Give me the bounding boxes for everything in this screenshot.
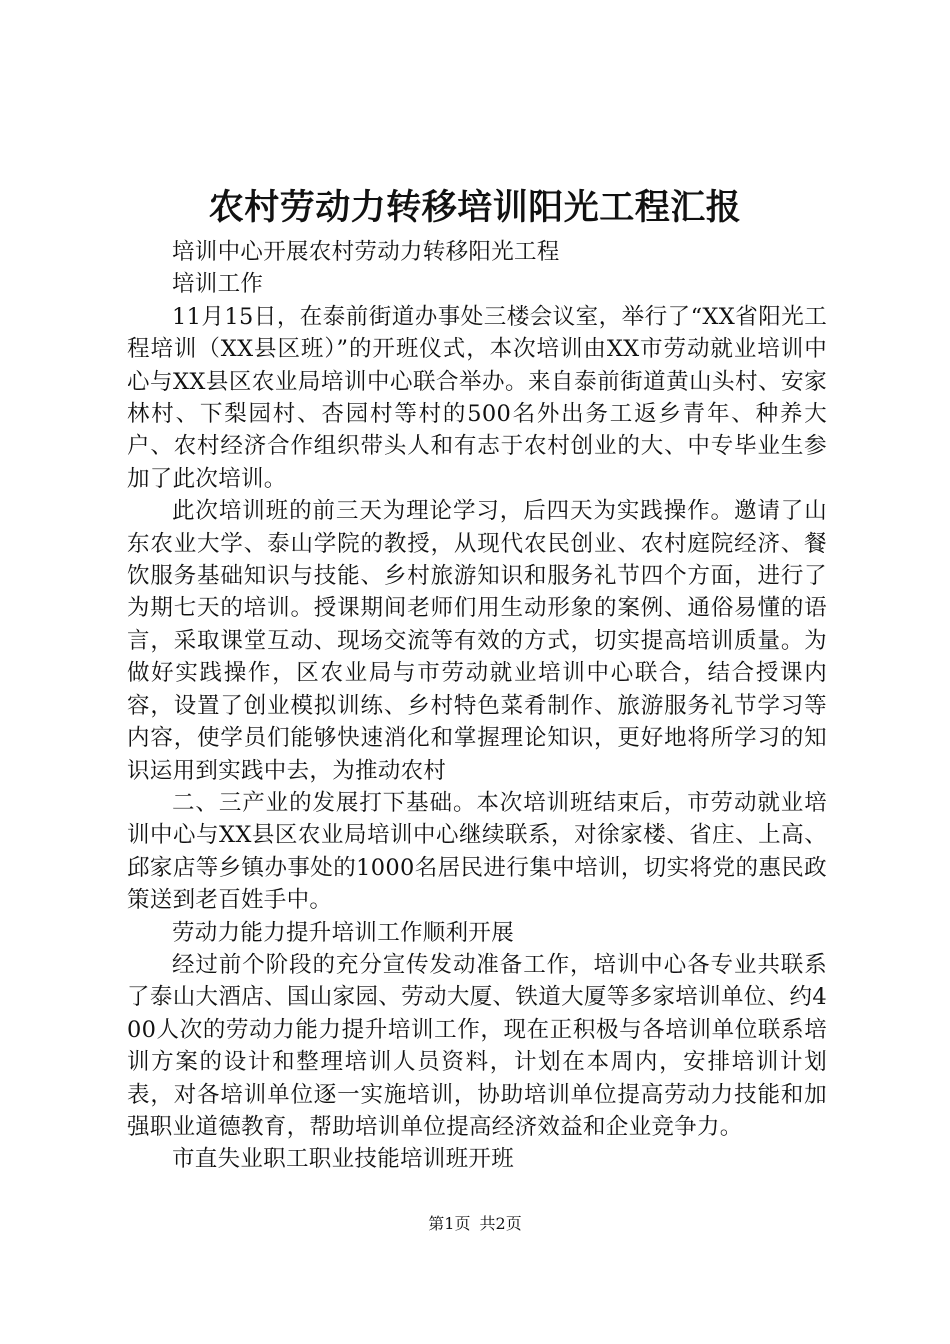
paragraph-opening-ceremony: 11月15日，在泰前街道办事处三楼会议室，举行了“XX省阳光工程培训（XX县区班）”的开班仪式，本次培训由XX市劳动就业培训中心与XX县区农业局培训中心联合举办。来自泰前街道黄山头村、安家林村、下梨园村、杏园村等村的500名外出务工返乡青年、种养大户、农村经济合作组织带头人和有志于农村创业的大、中专毕业生参加了此次培训。	[127, 303, 827, 492]
paragraph-heading-3: 市直失业职工职业技能培训班开班	[172, 1146, 515, 1173]
paragraph-heading-1: 培训中心开展农村劳动力转移阳光工程	[172, 239, 560, 265]
document-title: 农村劳动力转移培训阳光工程汇报	[208, 187, 742, 228]
total-pages: 共2页	[479, 1214, 522, 1233]
document-body	[127, 236, 827, 1176]
page-footer	[0, 1212, 950, 1236]
paragraph-training-content: 此次培训班的前三天为理论学习，后四天为实践操作。邀请了山东农业大学、泰山学院的教授，从现代农民创业、农村庭院经济、餐饮服务基础知识与技能、乡村旅游知识和服务礼节四个方面，进行了为期七天的培训。授课期间老师们用生动形象的案例、通俗易懂的语言，采取课堂互动、现场交流等有效的方式，切实提高培训质量。为做好实践操作，区农业局与市劳动就业培训中心联合，结合授课内容，设置了创业模拟训练、乡村特色菜肴制作、旅游服务礼节学习等内容，使学员们能够快速消化和掌握理论知识，更好地将所学习的知识运用到实践中去，为推动农村	[127, 498, 827, 784]
paragraph-heading-1-cont: 培训工作	[172, 271, 264, 298]
paragraph-follow-up: 二、三产业的发展打下基础。本次培训班结束后，市劳动就业培训中心与XX县区农业局培训中心继续联系，对徐家楼、省庄、上高、邱家店等乡镇办事处的1000名居民进行集中培训，切实将党的惠民政策送到老百姓手中。	[127, 789, 827, 914]
paragraph-heading-2: 劳动力能力提升培训工作顺利开展	[172, 919, 515, 946]
page-number: 第1页	[428, 1214, 471, 1233]
paragraph-capability-training: 经过前个阶段的充分宣传发动准备工作，培训中心各专业共联系了泰山大酒店、国山家园、劳动大厦、铁道大厦等多家培训单位、约400人次的劳动力能力提升培训工作，现在正积极与各培训单位联系培训方案的设计和整理培训人员资料，计划在本周内，安排培训计划表，对各培训单位逐一实施培训，协助培训单位提高劳动力技能和加强职业道德教育，帮助培训单位提高经济效益和企业竞争力。	[127, 951, 827, 1140]
